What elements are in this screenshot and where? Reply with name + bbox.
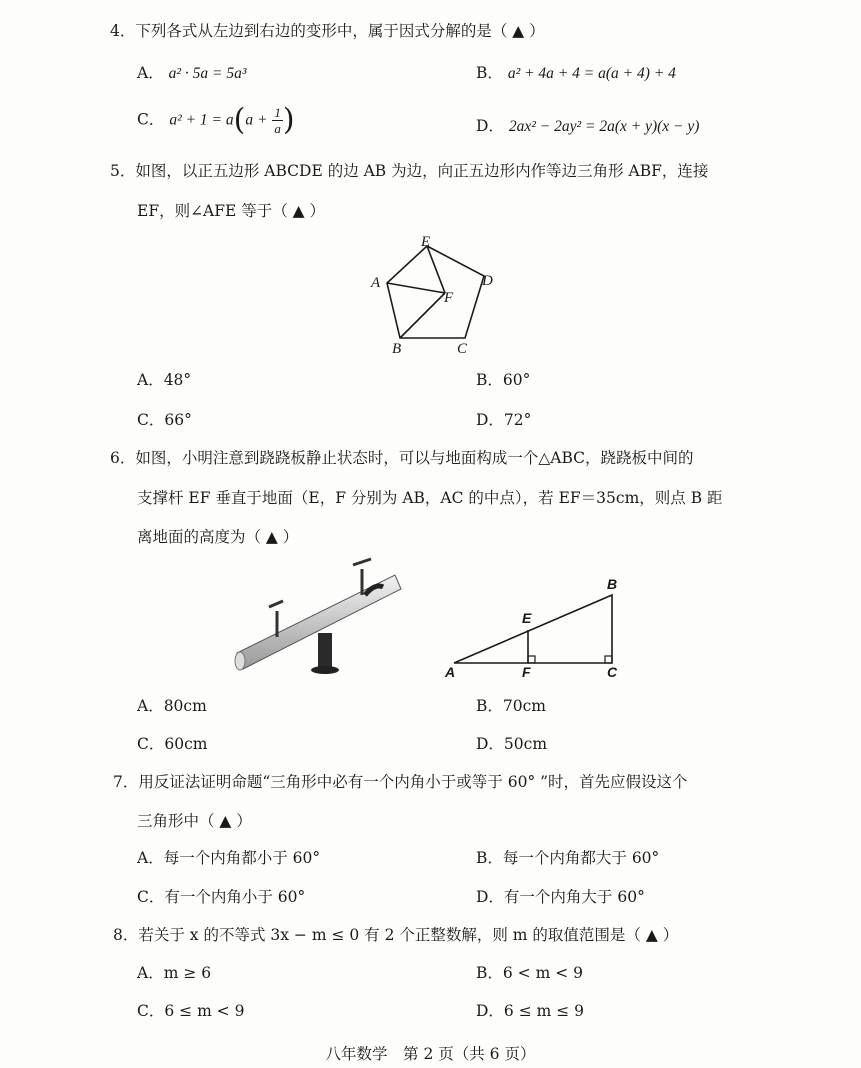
q6-stem-line2: 支撑杆 EF 垂直于地面（E，F 分别为 AB，AC 的中点），若 EF＝35cm，则点 B 距 [137,489,723,507]
q7-option-b: B．每一个内角都大于 60° [476,849,660,867]
right-angle-f [528,656,535,663]
seesaw-base [311,666,339,674]
q5-option-d: D．72° [476,411,532,429]
left-paren: ( [233,102,246,138]
q4-option-c-fraction [272,105,283,136]
label-f: F [522,664,531,680]
seesaw-board-end [235,652,245,670]
q8-option-a: A．m ≥ 6 [137,964,212,982]
seesaw-photo [225,555,415,685]
label-e: E [522,610,532,626]
segment-af [387,283,445,293]
q4-stem: 4．下列各式从左边到右边的变形中，属于因式分解的是（ ▲ ） [110,22,545,40]
q4-option-c-inner: a + [245,111,268,129]
q6-stem-line3: 离地面的高度为（ ▲ ） [137,528,299,546]
q6-option-a: A．80cm [137,697,207,715]
q4-option-b-math: a² + 4a + 4 = a(a + 4) + 4 [507,65,676,82]
fraction-numerator: 1 [274,105,281,120]
label-e: E [421,234,431,250]
q8-stem: 8．若关于 x 的不等式 3x − m ≤ 0 有 2 个正整数解，则 m 的取值范围是（ ▲ ） [113,926,679,944]
label-b: B [392,341,402,357]
q4-option-c-label: C． [137,110,165,129]
q4-option-c-left: a² + 1 = a [169,111,234,129]
q5-stem-line2: EF，则∠AFE 等于（ ▲ ） [137,202,326,220]
q7-option-a: A．每一个内角都小于 60° [137,849,321,867]
q6-option-d: D．50cm [476,735,548,753]
q6-option-b: B．70cm [476,697,546,715]
label-f: F [444,290,454,306]
right-paren: ) [282,102,295,138]
label-b: B [607,576,618,592]
q8-option-b: B．6 < m < 9 [476,964,583,982]
label-c: C [607,664,618,680]
right-angle-c [605,656,612,663]
q4-option-d-label: D． [476,117,504,135]
q4-option-d-math: 2ax² − 2ay² = 2a(x + y)(x − y) [508,118,700,135]
q6-option-c: C．60cm [137,735,208,753]
q8-option-d: D．6 ≤ m ≤ 9 [476,1002,585,1020]
q4-option-c [137,102,295,138]
q5-option-a: A．48° [137,371,192,389]
q4-option-b [476,62,676,85]
label-a: A [445,664,456,680]
q7-stem-line2: 三角形中（ ▲ ） [137,812,252,830]
q7-option-c: C．有一个内角小于 60° [137,888,306,906]
fraction-denominator: a [274,121,281,136]
q6-stem-line1: 6．如图，小明注意到跷跷板静止状态时，可以与地面构成一个△ABC，跷跷板中间的 [110,449,694,467]
q5-option-c: C．66° [137,411,192,429]
pentagon-figure [360,228,510,358]
q7-stem-line1: 7．用反证法证明命题“三角形中必有一个内角小于或等于 60° ”时，首先应假设这个 [113,773,688,791]
label-d: D [482,273,493,289]
seesaw-support [318,633,332,671]
triangle-abc [454,595,612,663]
q4-option-a [137,62,247,85]
q4-option-d [476,115,699,138]
q4-option-a-label: A． [137,64,164,82]
segment-bf [400,293,445,338]
q8-option-c: C．6 ≤ m < 9 [137,1002,245,1020]
label-c: C [457,341,468,357]
q4-option-a-math: a² · 5a = 5a³ [168,65,247,82]
q4-option-b-label: B． [476,64,503,82]
triangle-figure [440,575,630,683]
q7-option-d: D．有一个内角大于 60° [476,888,645,906]
page-footer: 八年数学 第 2 页（共 6 页） [325,1045,536,1063]
segment-ef [427,246,445,293]
q5-option-b: B．60° [476,371,531,389]
q5-stem-line1: 5．如图，以正五边形 ABCDE 的边 AB 为边，向正五边形内作等边三角形 ABF，连接 [110,162,709,180]
label-a: A [371,275,381,291]
